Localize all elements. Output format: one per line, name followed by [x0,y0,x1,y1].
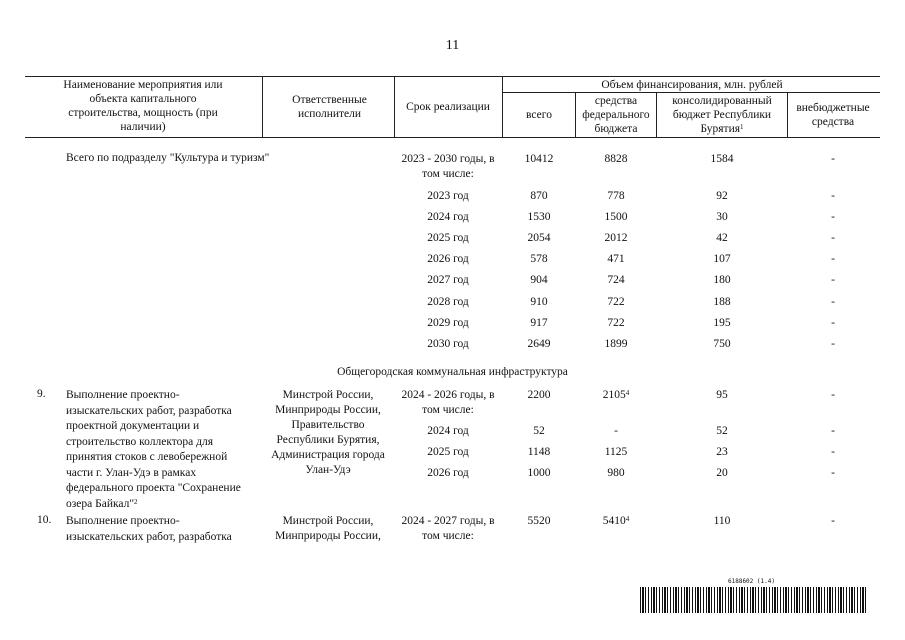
term-cell: 2023 - 2030 годы, в том числе: [401,153,495,180]
consolidated-cell: 188 [713,296,731,308]
footnote-2: 2 [134,497,138,506]
footnote-4: 4 [625,515,630,523]
federal-cell: 778 [607,190,625,202]
header-col-name: Наименование мероприятия или объекта капитального строительства, мощность (при наличии) [63,79,223,133]
term-cell: 2024 год [427,211,469,223]
consolidated-cell: 110 [713,515,731,527]
header-top-rule [25,76,880,77]
total-cell: 52 [533,425,545,437]
total-cell: 2200 [527,389,551,401]
consolidated-cell: 30 [716,211,728,223]
extra-cell: - [831,467,835,479]
header-col-executors: Ответственные исполнители [292,94,367,120]
federal-cell: 724 [607,274,625,286]
extra-cell: - [831,296,835,308]
term-cell: 2024 - 2026 годы, в том числе: [401,389,495,416]
total-cell: 1000 [527,467,551,479]
extra-cell: - [831,211,835,223]
consolidated-cell: 107 [713,253,731,265]
extra-cell: - [831,515,835,527]
item-name-text: Выполнение проектно-изыскательских работ, разработка проектной документации и строительство коллектора для принятия стоков с левобережной части г. Улан-Удэ в рамках федерального проекта "Сохранение озера Байкал" [66,389,241,510]
extra-cell: - [831,153,835,165]
term-cell: 2029 год [427,317,469,329]
term-cell: 2025 год [427,232,469,244]
federal-cell [577,388,655,403]
term-cell: 2024 - 2027 годы, в том числе: [401,515,495,542]
consolidated-cell: 92 [716,190,728,202]
consolidated-cell: 42 [716,232,728,244]
subtotal-label: Всего по подразделу "Культура и туризм" [66,152,270,164]
barcode [640,587,866,613]
header-col-term: Срок реализации [406,101,490,113]
total-cell: 2649 [527,338,551,350]
federal-value: 5410 [602,515,626,527]
header-col-financing: Объем финансирования, млн. рублей [601,79,783,91]
total-cell: 904 [530,274,548,286]
extra-cell: - [831,317,835,329]
header-divider [787,92,788,137]
header-divider [502,76,503,137]
total-cell: 870 [530,190,548,202]
header-sub-consolidated [658,94,786,136]
federal-cell: 722 [607,296,625,308]
total-cell: 2054 [527,232,551,244]
extra-cell: - [831,338,835,350]
term-cell: 2026 год [427,253,469,265]
term-cell: 2025 год [427,446,469,458]
federal-cell: 2012 [604,232,628,244]
footnote-1: 1 [740,123,744,131]
item-number: 10. [37,514,52,526]
term-cell: 2026 год [427,467,469,479]
header-divider [656,92,657,137]
total-cell: 910 [530,296,548,308]
item-number: 9. [37,388,46,400]
federal-cell: 1125 [604,446,628,458]
header-sub-extra: внебюджетные средства [796,102,870,128]
consolidated-cell: 20 [716,467,728,479]
consolidated-cell: 750 [713,338,731,350]
federal-cell: 980 [607,467,625,479]
page-number: 11 [445,38,460,53]
total-cell: 1148 [527,446,551,458]
footnote-4: 4 [625,389,630,397]
header-divider [394,76,395,137]
federal-cell: 1500 [604,211,628,223]
term-cell: 2024 год [427,425,469,437]
federal-cell: 1899 [604,338,628,350]
total-cell: 5520 [527,515,551,527]
consolidated-cell: 23 [716,446,728,458]
item-name: Выполнение проектно-изыскательских работ, разработка [66,515,232,543]
section-title: Общегородская коммунальная инфраструктура [337,366,568,378]
consolidated-cell: 95 [716,389,728,401]
consolidated-cell: 195 [713,317,731,329]
extra-cell: - [831,425,835,437]
extra-cell: - [831,446,835,458]
federal-value: 2105 [602,389,626,401]
federal-cell: 722 [607,317,625,329]
header-divider [575,92,576,137]
item-executors: Минстрой России, Минприроды России, [275,515,381,542]
total-cell: 578 [530,253,548,265]
header-sub-total: всего [526,109,552,121]
extra-cell: - [831,253,835,265]
federal-cell [577,514,655,529]
header-sub-federal: средства федерального бюджета [582,95,650,135]
total-cell: 1530 [527,211,551,223]
term-cell: 2027 год [427,274,469,286]
total-cell: 917 [530,317,548,329]
item-name [66,388,242,512]
extra-cell: - [831,389,835,401]
federal-cell: 8828 [604,153,628,165]
total-cell: 10412 [524,153,554,165]
item-executors: Минстрой России, Минприроды России, Правительство Республики Бурятия, Администрация города Улан-Удэ [271,389,385,476]
header-fin-sub-rule [502,92,880,93]
header-bottom-rule [25,137,880,138]
term-cell: 2028 год [427,296,469,308]
extra-cell: - [831,274,835,286]
table-row [396,152,500,182]
term-cell: 2030 год [427,338,469,350]
header-divider [262,76,263,137]
extra-cell: - [831,190,835,202]
consolidated-cell: 1584 [710,153,734,165]
consolidated-cell: 180 [713,274,731,286]
barcode-label: 6188602 (1.4) [728,578,775,585]
federal-cell: 471 [607,253,625,265]
header-sub-consolidated-text: консолидированный бюджет Республики Бурятия [672,95,772,135]
extra-cell: - [831,232,835,244]
consolidated-cell: 52 [716,425,728,437]
federal-cell: - [614,425,618,437]
term-cell: 2023 год [427,190,469,202]
